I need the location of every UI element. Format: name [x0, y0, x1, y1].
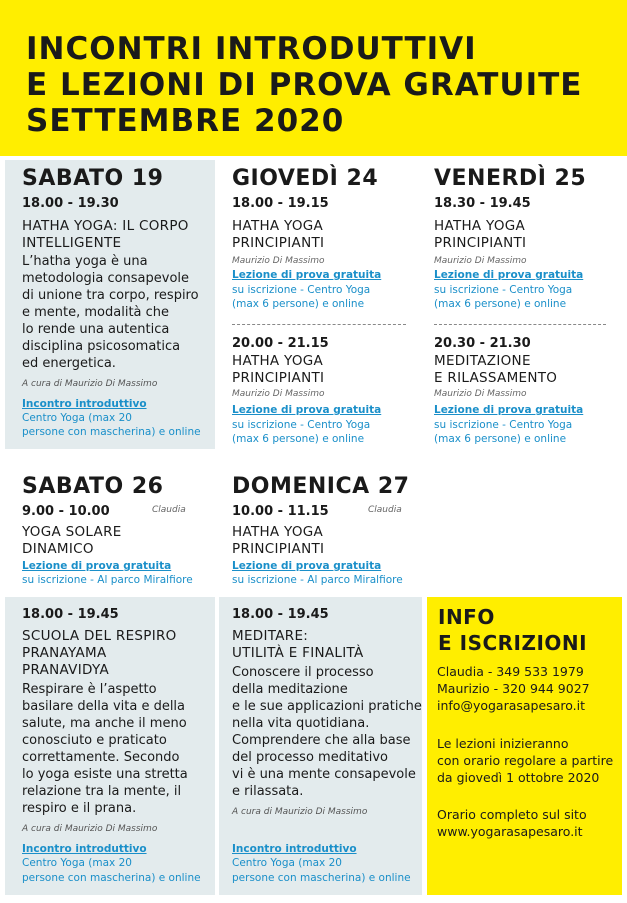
sat26-sub: su iscrizione - Al parco Miralfiore — [22, 574, 193, 586]
breath-link[interactable]: Incontro introduttivo — [22, 843, 147, 855]
sat19-desc-6: disciplina psicosomatica — [22, 339, 181, 354]
info-contact-maurizio: Maurizio - 320 944 9027 — [437, 681, 590, 696]
sat19-day: SABATO 19 — [22, 166, 164, 191]
breath-desc-1: Respirare è l’aspetto — [22, 682, 157, 697]
meditate-time: 18.00 - 19.45 — [232, 607, 329, 622]
breath-desc-8: respiro e il prana. — [22, 801, 137, 816]
sat19-time: 18.00 - 19.30 — [22, 196, 119, 211]
meditate-sub-1: Centro Yoga (max 20 — [232, 857, 342, 869]
meditate-link[interactable]: Incontro introduttivo — [232, 843, 357, 855]
info-note-1: Le lezioni inizieranno — [437, 736, 569, 751]
meditate-desc-5: Comprendere che alla base — [232, 733, 411, 748]
thu24-s2-title-1: HATHA YOGA — [232, 353, 324, 369]
sat19-sub-1: Centro Yoga (max 20 — [22, 412, 132, 424]
breath-desc-6: lo yoga esiste una stretta — [22, 767, 188, 782]
sat26-title-1: YOGA SOLARE — [22, 524, 122, 540]
sat19-desc-1: L’hatha yoga è una — [22, 254, 148, 269]
fri25-s2-title-2: E RILASSAMENTO — [434, 370, 558, 386]
thu24-s1-teacher: Maurizio Di Massimo — [232, 256, 325, 266]
fri25-s2-teacher: Maurizio Di Massimo — [434, 389, 527, 399]
breath-curated: A cura di Maurizio Di Massimo — [22, 824, 158, 834]
breath-time: 18.00 - 19.45 — [22, 607, 119, 622]
thu24-s2-teacher: Maurizio Di Massimo — [232, 389, 325, 399]
thu24-s2-sub-1: su iscrizione - Centro Yoga — [232, 419, 371, 431]
sat19-desc-2: metodologia consapevole — [22, 271, 190, 286]
header-line-2: E LEZIONI DI PROVA GRATUITE — [26, 67, 583, 103]
fri25-s1-title-1: HATHA YOGA — [434, 218, 526, 234]
fri25-s2-sub-2: (max 6 persone) e online — [434, 433, 567, 445]
meditate-desc-7: vi è una mente consapevole — [232, 767, 416, 782]
fri25-day: VENERDÌ 25 — [434, 166, 587, 191]
thu24-s1-title-1: HATHA YOGA — [232, 218, 324, 234]
sat19-title-2: INTELLIGENTE — [22, 235, 122, 251]
info-contact-email[interactable]: info@yogarasapesaro.it — [437, 698, 585, 713]
sat19-desc-5: lo rende una autentica — [22, 322, 170, 337]
fri25-s2-time: 20.30 - 21.30 — [434, 336, 531, 351]
meditate-desc-6: del processo meditativo — [232, 750, 388, 765]
sat19-curated: A cura di Maurizio Di Massimo — [22, 379, 158, 389]
sat26-teacher: Claudia — [152, 505, 186, 515]
sat26-time: 9.00 - 10.00 — [22, 504, 110, 519]
sat19-title-1: HATHA YOGA: IL CORPO — [22, 218, 189, 234]
meditate-curated: A cura di Maurizio Di Massimo — [232, 807, 368, 817]
meditate-desc-4: nella vita quotidiana. — [232, 716, 370, 731]
sun27-time: 10.00 - 11.15 — [232, 504, 329, 519]
sat19-desc-7: ed energetica. — [22, 356, 116, 371]
sun27-day: DOMENICA 27 — [232, 474, 410, 499]
meditate-title-1: MEDITARE: — [232, 628, 309, 644]
thu24-s2-time: 20.00 - 21.15 — [232, 336, 329, 351]
thu24-day: GIOVEDÌ 24 — [232, 166, 379, 191]
breath-desc-7: relazione tra la mente, il — [22, 784, 182, 799]
info-note-3: da giovedì 1 ottobre 2020 — [437, 770, 600, 785]
sat19-link[interactable]: Incontro introduttivo — [22, 398, 147, 410]
meditate-sub-2: persone con mascherina) e online — [232, 872, 411, 884]
fri25-s1-title-2: PRINCIPIANTI — [434, 235, 527, 251]
breath-title-1: SCUOLA DEL RESPIRO — [22, 628, 177, 644]
sat26-link[interactable]: Lezione di prova gratuita — [22, 560, 172, 572]
fri25-s1-sub-1: su iscrizione - Centro Yoga — [434, 284, 573, 296]
sun27-title-2: PRINCIPIANTI — [232, 541, 325, 557]
sat19-sub-2: persone con mascherina) e online — [22, 426, 201, 438]
info-heading-2: E ISCRIZIONI — [438, 631, 588, 655]
thu24-s1-sub-2: (max 6 persone) e online — [232, 298, 365, 310]
breath-sub-1: Centro Yoga (max 20 — [22, 857, 132, 869]
thu24-s2-title-2: PRINCIPIANTI — [232, 370, 325, 386]
sat26-title-2: DINAMICO — [22, 541, 94, 557]
thu24-s2-link[interactable]: Lezione di prova gratuita — [232, 404, 382, 416]
fri25-s1-link[interactable]: Lezione di prova gratuita — [434, 269, 584, 281]
breath-desc-4: conosciuto e praticato — [22, 733, 167, 748]
sun27-sub: su iscrizione - Al parco Miralfiore — [232, 574, 403, 586]
fri25-s2-title-1: MEDITAZIONE — [434, 353, 531, 369]
fri25-s1-sub-2: (max 6 persone) e online — [434, 298, 567, 310]
meditate-desc-3: e le sue applicazioni pratiche — [232, 699, 422, 714]
sat19-desc-3: di unione tra corpo, respiro — [22, 288, 199, 303]
fri25-s2-sub-1: su iscrizione - Centro Yoga — [434, 419, 573, 431]
info-note-2: con orario regolare a partire — [437, 753, 614, 768]
info-heading-1: INFO — [438, 605, 495, 629]
sat19-desc-4: e mente, modalità che — [22, 305, 170, 320]
sat26-day: SABATO 26 — [22, 474, 164, 499]
breath-desc-2: basilare della vita e della — [22, 699, 186, 714]
info-schedule-url[interactable]: www.yogarasapesaro.it — [437, 824, 583, 839]
info-contact-claudia: Claudia - 349 533 1979 — [437, 664, 584, 679]
header-line-3: SETTEMBRE 2020 — [26, 103, 345, 139]
sun27-title-1: HATHA YOGA — [232, 524, 324, 540]
breath-desc-3: salute, ma anche il meno — [22, 716, 187, 731]
thu24-s1-time: 18.00 - 19.15 — [232, 196, 329, 211]
thu24-divider — [232, 324, 406, 325]
fri25-s1-teacher: Maurizio Di Massimo — [434, 256, 527, 266]
sun27-link[interactable]: Lezione di prova gratuita — [232, 560, 382, 572]
thu24-s2-sub-2: (max 6 persone) e online — [232, 433, 365, 445]
fri25-s2-link[interactable]: Lezione di prova gratuita — [434, 404, 584, 416]
breath-title-3: PRANAVIDYA — [22, 662, 109, 678]
header-line-1: INCONTRI INTRODUTTIVI — [26, 31, 477, 67]
meditate-desc-1: Conoscere il processo — [232, 665, 374, 680]
info-schedule-1: Orario completo sul sito — [437, 807, 587, 822]
fri25-divider — [434, 324, 606, 325]
meditate-desc-8: e rilassata. — [232, 784, 304, 799]
breath-title-2: PRANAYAMA — [22, 645, 107, 661]
sun27-teacher: Claudia — [368, 505, 402, 515]
thu24-s1-title-2: PRINCIPIANTI — [232, 235, 325, 251]
breath-desc-5: correttamente. Secondo — [22, 750, 180, 765]
thu24-s1-sub-1: su iscrizione - Centro Yoga — [232, 284, 371, 296]
breath-sub-2: persone con mascherina) e online — [22, 872, 201, 884]
meditate-title-2: UTILITÀ E FINALITÀ — [232, 645, 364, 661]
meditate-desc-2: della meditazione — [232, 682, 348, 697]
thu24-s1-link[interactable]: Lezione di prova gratuita — [232, 269, 382, 281]
fri25-s1-time: 18.30 - 19.45 — [434, 196, 531, 211]
header-banner — [0, 0, 627, 156]
